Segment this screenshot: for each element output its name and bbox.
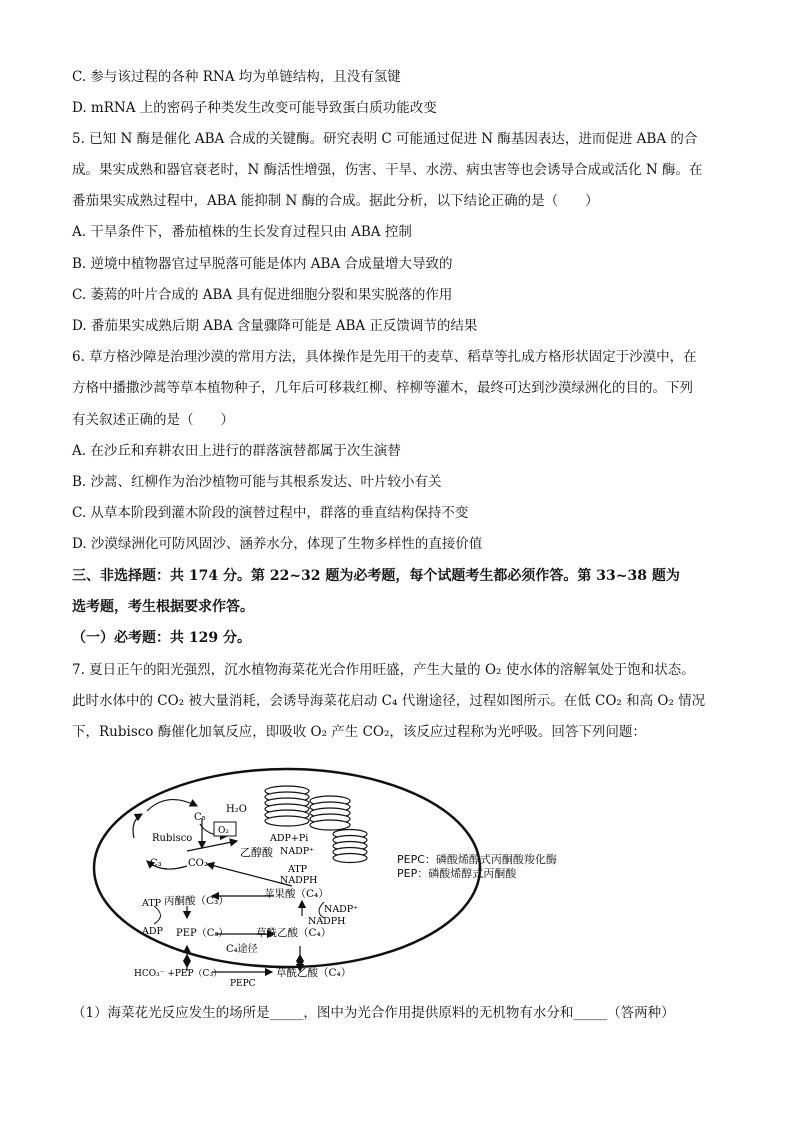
rubisco-label: Rubisco [152, 833, 193, 844]
text-line: D. mRNA 上的密码子种类发生改变可能导致蛋白质功能改变 [72, 100, 437, 116]
nadph-right-label: NADPH [280, 875, 318, 886]
atp-left-label: ATP [142, 898, 162, 909]
text-line: D. 番茄果实成熟后期 ABA 含量骤降可能是 ABA 正反馈调节的结果 [72, 318, 478, 334]
nadph-mid-label: NADPH [308, 916, 346, 927]
text-line: A. 干旱条件下，番茄植株的生长发育过程只由 ABA 控制 [72, 224, 412, 240]
text-line: 方格中播撒沙蒿等草本植物种子，几年后可移栽红柳、梓柳等灌木，最终可达到沙漠绿洲化的目的。下列 [72, 380, 693, 396]
h2o-label: H₂O [226, 804, 247, 815]
text-line: A. 在沙丘和弃耕农田上进行的群落演替都属于次生演替 [72, 443, 401, 459]
pep-inner-label: PEP（C₃） [176, 928, 229, 939]
malic-label: 苹果酸（C₄） [264, 888, 329, 900]
text-line: 番茄果实成熟过程中，ABA 能抑制 N 酶的合成。据此分析，以下结论正确的是（ ） [72, 193, 599, 209]
hco3-label: HCO₃⁻ +PEP（C₃） [134, 969, 223, 979]
glycolic-label: 乙醇酸 [240, 846, 273, 859]
c5-label: C₅ [194, 812, 206, 823]
cycle-arrow [133, 814, 142, 838]
oaa-inner-label: 草酰乙酸（C₄） [256, 927, 332, 939]
text-line: C. 从草本阶段到灌木阶段的演替过程中，群落的垂直结构保持不变 [72, 505, 469, 521]
granum-stack [310, 796, 350, 830]
o2-label: O₂ [218, 826, 229, 836]
section-heading: （一）必考题：共 129 分。 [72, 630, 251, 646]
c3-label: C₃ [150, 858, 162, 869]
text-line: 6. 草方格沙障是治理沙漠的常用方法，具体操作是先用干的麦草、稻草等扎成方格形状固定于沙漠中，在 [72, 349, 697, 365]
co2-arrow [187, 841, 237, 851]
text-line: D. 沙漠绿洲化可防风固沙、涵养水分，体现了生物多样性的直接价值 [72, 536, 483, 552]
nadp-mid-label: NADP⁺ [324, 904, 359, 915]
pepc-label: PEPC [230, 979, 256, 988]
nadp-top-label: NADP⁺ [280, 846, 315, 857]
text-line: C. 参与该过程的各种 RNA 均为单链结构，且没有氢键 [72, 69, 401, 85]
pyruvate-label: 丙酮酸（C₃） [164, 895, 229, 907]
legend-line: PEPC：磷酸烯醇式丙酮酸羧化酶 [397, 853, 557, 866]
text-line: 5. 已知 N 酶是催化 ABA 合成的关键酶。研究表明 C 可能通过促进 N 酶基因表达，进而促进 ABA 的合 [72, 131, 698, 147]
granum-stack [333, 830, 367, 863]
section-heading: 三、非选择题：共 174 分。第 22~32 题为必考题，每个试题考生都必须作答。第 33~38 题为 [72, 568, 680, 584]
text-line: 有关叙述正确的是（ ） [72, 412, 234, 428]
text-line: B. 逆境中植物器官过早脱落可能是体内 ABA 合成量增大导致的 [72, 256, 453, 272]
text-line: B. 沙蒿、红柳作为治沙植物可能与其根系发达、叶片较小有关 [72, 474, 442, 490]
co2-label: CO₂ [188, 858, 208, 869]
atp-right-label: ATP [288, 864, 308, 875]
transporter-icon [183, 954, 191, 968]
text-line: 下，Rubisco 酶催化加氧反应，即吸收 O₂ 产生 CO₂，该反应过程称为光呼吸。回答下列问题： [72, 724, 646, 740]
granum-stack [265, 786, 309, 826]
text-line: 成。果实成熟和器官衰老时，N 酶活性增强，伤害、干旱、水涝、病虫害等也会诱导合成或活化 N 酶。在 [72, 162, 703, 178]
text-line: 7. 夏日正午的阳光强烈，沉水植物海菜花光合作用旺盛，产生大量的 O₂ 使水体的溶解氧处于饱和状态。 [72, 662, 695, 678]
legend-line: PEP：磷酸烯醇式丙酮酸 [397, 867, 517, 880]
section-heading: 选考题，考生根据要求作答。 [72, 599, 254, 615]
text-line: C. 萎蔫的叶片合成的 ABA 具有促进细胞分裂和果实脱落的作用 [72, 287, 453, 303]
adp-label: ADP [142, 926, 163, 937]
oaa-outer-label: 草酰乙酸（C₄） [276, 967, 352, 979]
text-line: 此时水体中的 CO₂ 被大量消耗，会诱导海菜花启动 C₄ 代谢途径，过程如图所示。在低 CO₂ 和高 O₂ 情况 [72, 693, 706, 709]
c4-path-label: C₄途径 [226, 944, 258, 955]
adp-pi-label: ADP+Pi [270, 833, 309, 844]
cycle-arrow [147, 800, 197, 811]
question-line: （1）海菜花光反应发生的场所是_____，图中为光合作用提供原料的无机物有水分和_____（答两种） [72, 1005, 675, 1021]
